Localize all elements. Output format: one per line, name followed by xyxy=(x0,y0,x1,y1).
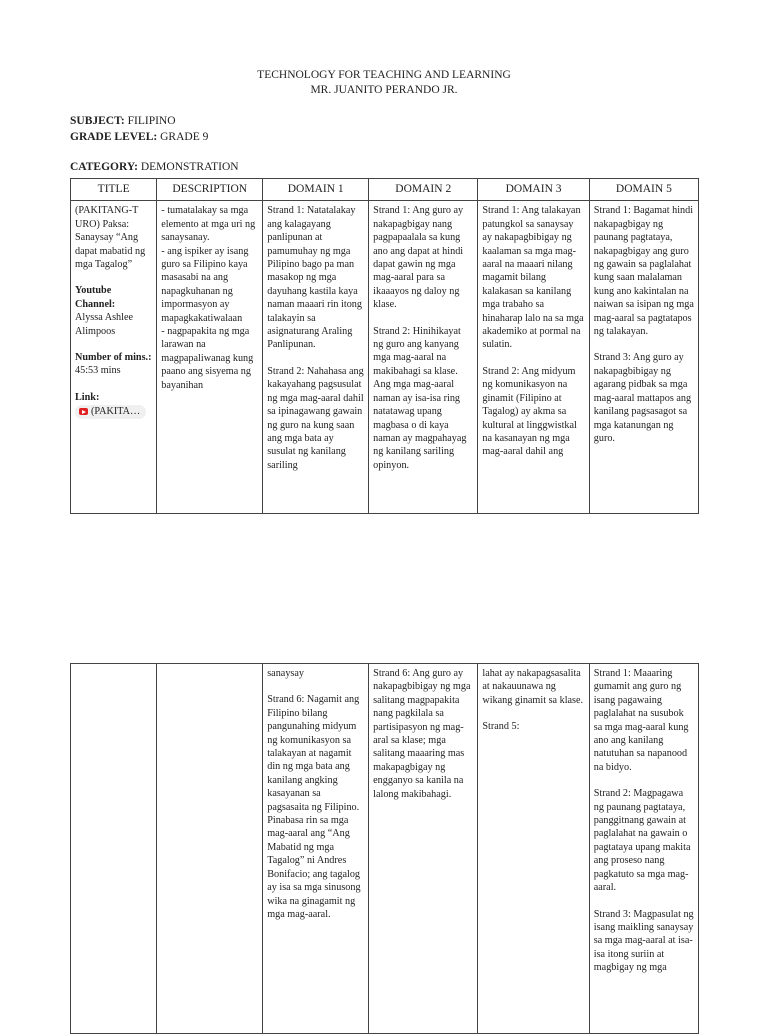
domain-3-strand: Strand 1: Ang talakayan patungkol sa sanaysay ay nakapagbibigay ng kaalaman sa mga mag-aaral na maaari nilang magamit bilang kalakasan sa kanilang mga trabaho sa hinaharap lalo na sa mga akademiko at pormal na sulatin. xyxy=(482,205,584,351)
grade-level-line xyxy=(70,131,208,143)
subject-line xyxy=(70,115,176,127)
header-domain-5: DOMAIN 5 xyxy=(589,179,698,201)
domain-5-strand: Strand 2: Magpagawa ng paunang pagtataya, panggitnang gawain at paglalahat na gawain o pagtataya upang makita ang proseso nang pagkatuto sa mga mag-aaral. xyxy=(593,788,691,894)
domain-2-strand: Strand 1: Ang guro ay nakapagbigay nang pagpapaalala sa kung ano ang dapat at hindi dapat gawin ng mga mag-aaral para sa ikaaayos ng daloy ng klase. xyxy=(373,205,464,311)
description-cell xyxy=(157,201,263,514)
domain-5-cell xyxy=(589,201,698,514)
video-link-text: (PAKITA… xyxy=(91,406,141,418)
table-row xyxy=(71,201,699,514)
grade-level-value: GRADE 9 xyxy=(157,131,209,143)
domain-3-cell xyxy=(478,664,589,1034)
document-title: TECHNOLOGY FOR TEACHING AND LEARNING xyxy=(257,69,511,81)
duration-label: Number of mins.: xyxy=(75,352,152,364)
channel-value: Alyssa Ashlee Alimpoos xyxy=(75,312,134,337)
header-domain-1: DOMAIN 1 xyxy=(263,179,369,201)
domain-1-strand: Strand 2: Nahahasa ang kakayahang pagsusulat ng mga mag-aaral dahil sa ipinagawang gawain ng guro na kung saan ang mga bata ay susulat ng kanilang sariling xyxy=(267,365,364,471)
evaluation-table-part-2 xyxy=(70,663,699,1034)
channel-label: Youtube Channel: xyxy=(75,285,116,310)
header-description: DESCRIPTION xyxy=(157,179,263,201)
link-info xyxy=(75,391,152,420)
subject-value: FILIPINO xyxy=(124,115,176,127)
domain-5-strand: Strand 3: Ang guro ay nakapagbibigay ng agarang pidbak sa mga mag-aaral mattapos ang kanilang pagsasagot sa mga katanungan ng guro. xyxy=(593,352,692,444)
domain-2-cell xyxy=(369,201,478,514)
duration-info xyxy=(75,351,152,378)
header-domain-2: DOMAIN 2 xyxy=(369,179,478,201)
category-value: DEMONSTRATION xyxy=(137,161,239,173)
header-title: TITLE xyxy=(71,179,157,201)
domain-5-strand: Strand 3: Magpasulat ng isang maikling sanaysay sa mga mag-aaral at isa-isa itong suriin at magbigay ng mga xyxy=(593,908,694,974)
domain-1-strand: sanaysay xyxy=(267,668,304,679)
evaluation-table-part-1 xyxy=(70,178,699,514)
domain-3-cell xyxy=(478,201,589,514)
instructor-name: MR. JUANITO PERANDO JR. xyxy=(310,84,458,96)
domain-5-strand: Strand 1: Maaaring gumamit ang guro ng isang pagawaing paglalahat na susubok sa mga mag-aaral kung ano ang kanilang natutuhan sa napanood na bidyo. xyxy=(593,668,689,773)
domain-2-cell xyxy=(369,664,478,1034)
description-cell-empty xyxy=(157,664,263,1034)
domain-3-strand: Strand 2: Ang midyum ng komunikasyon na ginamit (Filipino at Tagalog) ay akma sa kultural at linggwistkal na kasanayan ng mga mag-aaral dahil ang xyxy=(482,365,577,458)
domain-1-strand: Strand 1: Natatalakay ang kalagayang panlipunan at pamumuhay ng mga Pilipino bago pa man masakop ng mga dayuhang kastila kaya naman maaari rin itong talakayin sa asignaturang Araling Panlipunan. xyxy=(267,205,362,351)
video-title: (PAKITANG-T URO) Paksa: Sanaysay “Ang dapat mabatid ng mga Tagalog” xyxy=(75,205,146,271)
title-cell-empty xyxy=(71,664,157,1034)
domain-1-cell xyxy=(263,201,369,514)
domain-1-cell xyxy=(263,664,369,1034)
subject-label: SUBJECT: xyxy=(70,115,125,127)
domain-2-strand: Strand 2: Hinihikayat ng guro ang kanyang mga mag-aaral na makibahagi sa klase. Ang mga mag-aaral naman ay isa-isa ring natatawag upang magbasa o di kaya naman ay magpahayag ng kanilang sariling opinyon. xyxy=(373,325,467,471)
table-row xyxy=(71,664,699,1034)
domain-5-strand: Strand 1: Bagamat hindi nakapagbigay ng paunang pagtataya, nakapagbigay ang guro ng gawain sa paglalahat kung saan malalaman kung ano kakintalan na naiwan sa isipan ng mga mag-aaral sa pagtatapos ng talakayan. xyxy=(593,205,694,338)
duration-value: 45:53 mins xyxy=(75,365,121,377)
domain-5-cell xyxy=(589,664,698,1034)
domain-1-strand: Strand 6: Nagamit ang Filipino bilang pangunahing midyum ng komunikasyon sa talakayan at nagamit din ng mga bata ang kanilang angking kasayanan sa pagsasaita ng Filipino. Pinabasa rin sa mga mag-aaral ang “Ang Mabatid ng mga Tagalog” ni Andres Bonifacio; ang tagalog ay isa sa mga sinusong wika na ginagamit ng mga mag-aaral. xyxy=(267,694,361,920)
header-domain-3: DOMAIN 3 xyxy=(478,179,589,201)
video-link-chip[interactable] xyxy=(75,405,146,418)
link-label: Link: xyxy=(75,391,100,403)
description-text: - tumatalakay sa mga elemento at mga uri ng sanaysanay. - ang ispiker ay isang guro sa Filipino kaya masasabi na ang napagkuhanan ng impormasyon ay mapagkakatiwalaan - nagpapakita ng mga larawan na magpapaliwanag kung paano ang sisyema ng bayanihan xyxy=(161,205,256,391)
category-label: CATEGORY: xyxy=(70,161,138,173)
grade-level-label: GRADE LEVEL: xyxy=(70,131,158,143)
youtube-icon xyxy=(79,408,88,415)
domain-2-strand: Strand 6: Ang guro ay nakapagbibigay ng mga salitang magpapakita nang pagkilala sa partisipasyon ng mag-aral sa klase; mga salitang maaaring mas makapagbigay ng engganyo sa kanila na lalong makibahagi. xyxy=(373,668,471,800)
domain-3-strand: lahat ay nakapagsasalita at nakauunawa ng wikang ginamit sa klase. xyxy=(482,668,584,706)
table-header-row xyxy=(71,179,699,201)
category-line xyxy=(70,161,239,173)
channel-info xyxy=(75,284,152,338)
title-cell xyxy=(71,201,157,514)
domain-3-strand: Strand 5: xyxy=(482,721,520,733)
